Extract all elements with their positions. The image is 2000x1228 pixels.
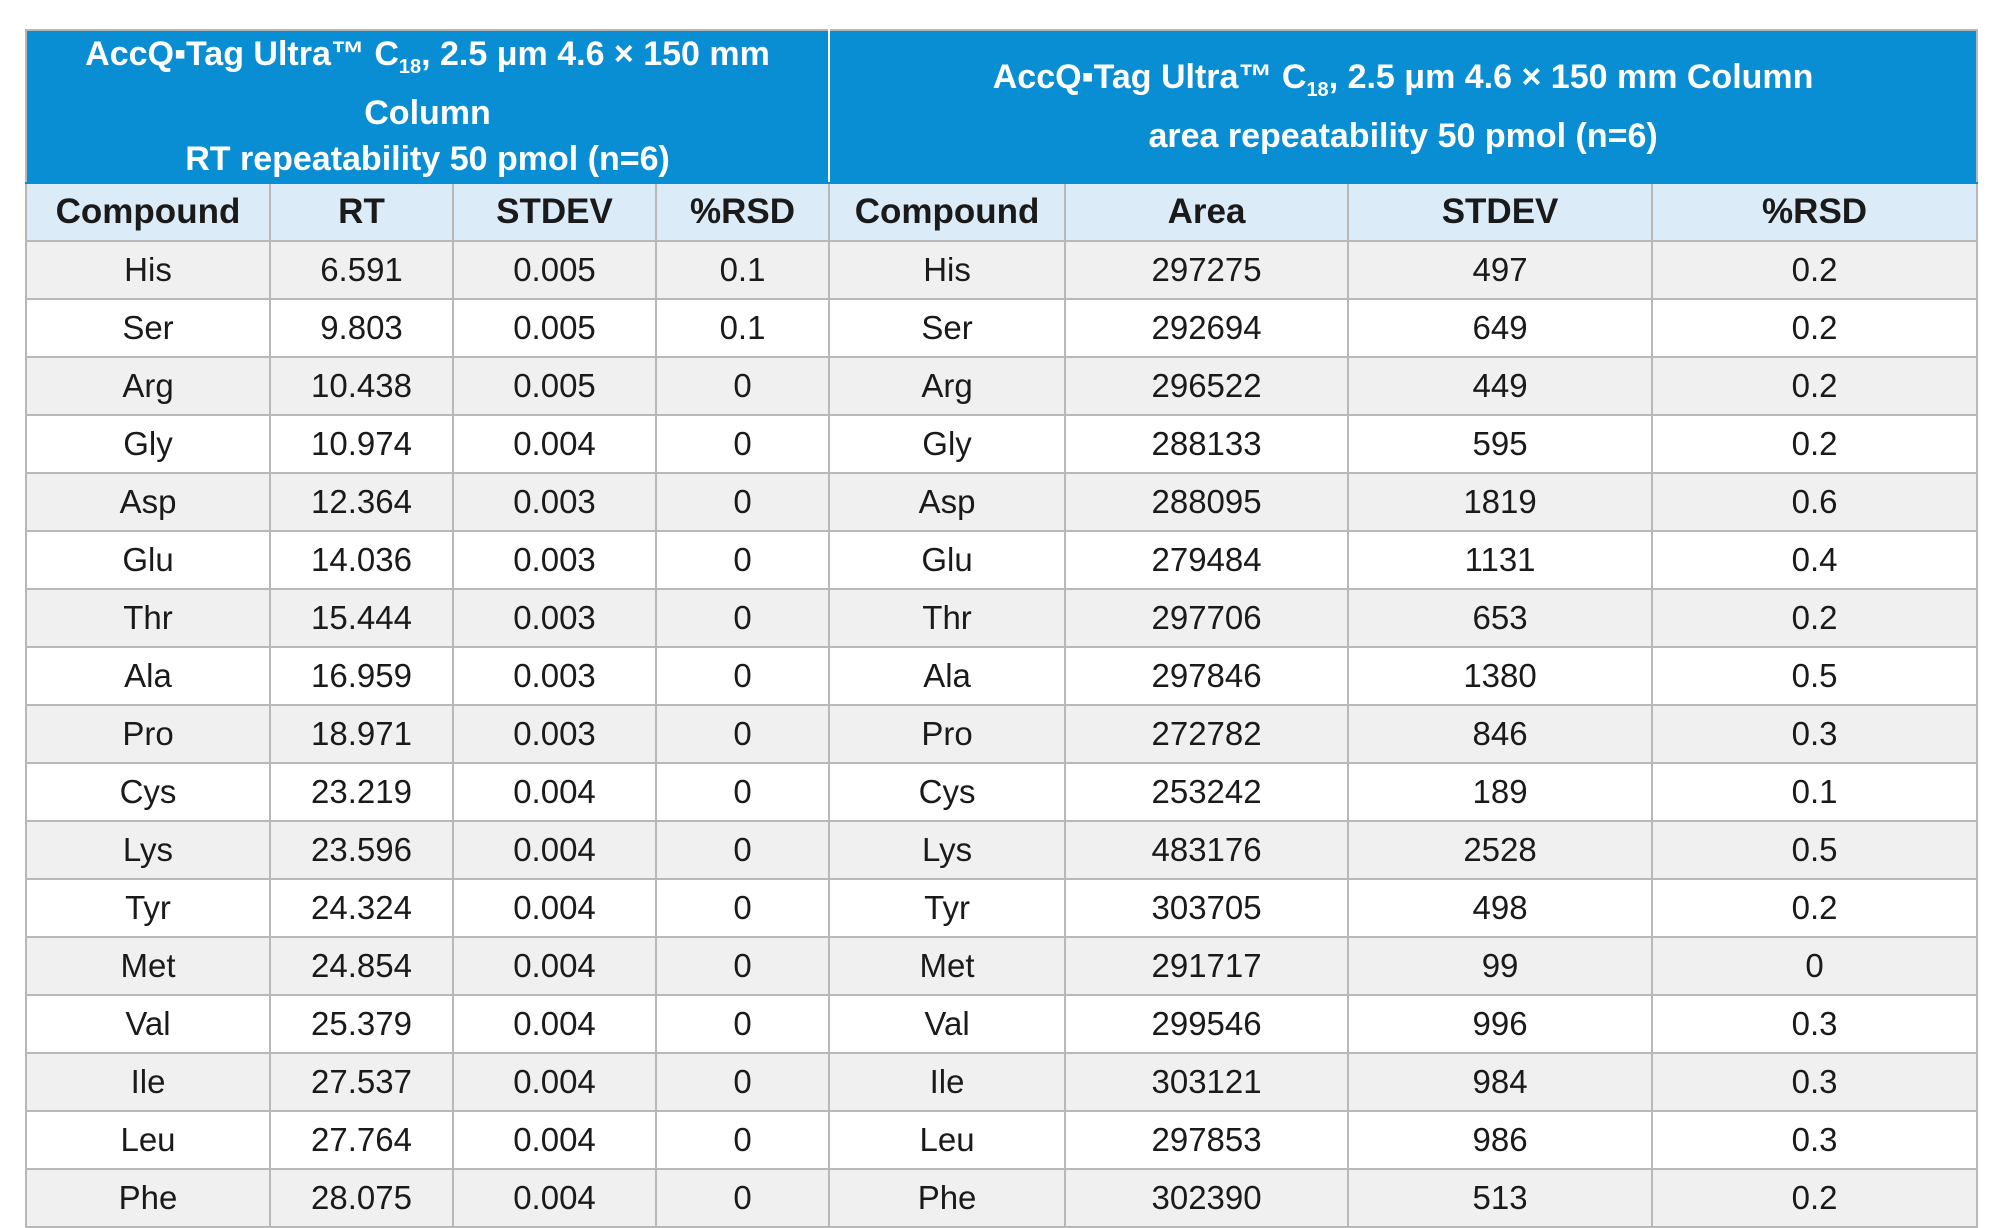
- col-header-rt-rsd: %RSD: [656, 183, 829, 241]
- cell-rt: 9.803: [270, 299, 453, 357]
- cell-area: 302390: [1065, 1169, 1348, 1227]
- cell-area-rsd: 0: [1652, 937, 1977, 995]
- cell-rt-rsd: 0: [656, 647, 829, 705]
- cell-rt-stdev: 0.004: [453, 415, 656, 473]
- cell-area-stdev: 189: [1348, 763, 1652, 821]
- table-row: [26, 937, 1977, 995]
- table-row: [26, 763, 1977, 821]
- cell-compound-2: Ala: [829, 647, 1065, 705]
- cell-rt-rsd: 0: [656, 821, 829, 879]
- cell-area: 297706: [1065, 589, 1348, 647]
- cell-area-stdev: 497: [1348, 241, 1652, 299]
- cell-compound: Ile: [26, 1053, 270, 1111]
- cell-area-rsd: 0.2: [1652, 357, 1977, 415]
- cell-area: 297275: [1065, 241, 1348, 299]
- cell-rt-stdev: 0.003: [453, 589, 656, 647]
- cell-rt-rsd: 0: [656, 1053, 829, 1111]
- table-row: [26, 415, 1977, 473]
- cell-rt-rsd: 0: [656, 1111, 829, 1169]
- col-header-area: Area: [1065, 183, 1348, 241]
- cell-compound-2: Met: [829, 937, 1065, 995]
- cell-area-rsd: 0.6: [1652, 473, 1977, 531]
- cell-area: 296522: [1065, 357, 1348, 415]
- cell-rt-stdev: 0.005: [453, 241, 656, 299]
- cell-area-stdev: 449: [1348, 357, 1652, 415]
- cell-rt: 23.596: [270, 821, 453, 879]
- col-header-rt-stdev: STDEV: [453, 183, 656, 241]
- cell-area-rsd: 0.2: [1652, 299, 1977, 357]
- cell-area: 299546: [1065, 995, 1348, 1053]
- cell-compound: Cys: [26, 763, 270, 821]
- cell-rt-stdev: 0.003: [453, 647, 656, 705]
- cell-area-rsd: 0.3: [1652, 995, 1977, 1053]
- cell-rt: 6.591: [270, 241, 453, 299]
- table-row: [26, 241, 1977, 299]
- cell-area-rsd: 0.2: [1652, 589, 1977, 647]
- cell-area-rsd: 0.2: [1652, 415, 1977, 473]
- cell-rt-rsd: 0: [656, 763, 829, 821]
- col-header-compound-2: Compound: [829, 183, 1065, 241]
- cell-area-rsd: 0.4: [1652, 531, 1977, 589]
- cell-compound: Leu: [26, 1111, 270, 1169]
- cell-rt: 24.324: [270, 879, 453, 937]
- cell-rt: 27.537: [270, 1053, 453, 1111]
- cell-area-stdev: 595: [1348, 415, 1652, 473]
- cell-area-stdev: 986: [1348, 1111, 1652, 1169]
- cell-area-stdev: 2528: [1348, 821, 1652, 879]
- cell-rt: 25.379: [270, 995, 453, 1053]
- cell-rt: 16.959: [270, 647, 453, 705]
- cell-rt-stdev: 0.004: [453, 1053, 656, 1111]
- cell-compound: Val: [26, 995, 270, 1053]
- cell-rt-rsd: 0.1: [656, 241, 829, 299]
- cell-rt-stdev: 0.004: [453, 821, 656, 879]
- cell-compound-2: Tyr: [829, 879, 1065, 937]
- cell-rt-stdev: 0.003: [453, 473, 656, 531]
- area-header-line2: area repeatability 50 pmol (n=6): [1148, 116, 1658, 155]
- cell-area: 292694: [1065, 299, 1348, 357]
- cell-area-stdev: 1380: [1348, 647, 1652, 705]
- cell-compound: Ser: [26, 299, 270, 357]
- cell-compound-2: Leu: [829, 1111, 1065, 1169]
- cell-rt-stdev: 0.005: [453, 299, 656, 357]
- cell-compound: Asp: [26, 473, 270, 531]
- cell-area-rsd: 0.2: [1652, 879, 1977, 937]
- cell-area-rsd: 0.2: [1652, 241, 1977, 299]
- cell-compound-2: Lys: [829, 821, 1065, 879]
- cell-area-stdev: 99: [1348, 937, 1652, 995]
- cell-area-rsd: 0.5: [1652, 821, 1977, 879]
- cell-compound: Met: [26, 937, 270, 995]
- table-row: [26, 1111, 1977, 1169]
- cell-area-stdev: 846: [1348, 705, 1652, 763]
- table-row: [26, 299, 1977, 357]
- cell-area: 272782: [1065, 705, 1348, 763]
- rt-header-line2: RT repeatability 50 pmol (n=6): [185, 139, 670, 178]
- cell-rt: 24.854: [270, 937, 453, 995]
- area-repeatability-header: [829, 30, 1977, 183]
- table-row: [26, 879, 1977, 937]
- cell-area-stdev: 498: [1348, 879, 1652, 937]
- cell-rt: 28.075: [270, 1169, 453, 1227]
- cell-rt: 12.364: [270, 473, 453, 531]
- cell-area: 483176: [1065, 821, 1348, 879]
- cell-compound-2: Ser: [829, 299, 1065, 357]
- cell-rt: 14.036: [270, 531, 453, 589]
- cell-area-stdev: 1819: [1348, 473, 1652, 531]
- cell-rt-rsd: 0: [656, 937, 829, 995]
- table-row: [26, 589, 1977, 647]
- cell-compound-2: Cys: [829, 763, 1065, 821]
- table-row: [26, 473, 1977, 531]
- cell-area-stdev: 1131: [1348, 531, 1652, 589]
- cell-compound-2: Asp: [829, 473, 1065, 531]
- cell-rt-stdev: 0.005: [453, 357, 656, 415]
- cell-compound: Thr: [26, 589, 270, 647]
- cell-rt-rsd: 0: [656, 1169, 829, 1227]
- repeatability-table: [25, 29, 1978, 1228]
- cell-compound: Phe: [26, 1169, 270, 1227]
- cell-area: 288095: [1065, 473, 1348, 531]
- cell-rt-rsd: 0: [656, 705, 829, 763]
- table-row: [26, 821, 1977, 879]
- cell-compound-2: Gly: [829, 415, 1065, 473]
- cell-compound: Arg: [26, 357, 270, 415]
- col-header-compound: Compound: [26, 183, 270, 241]
- cell-area: 297846: [1065, 647, 1348, 705]
- cell-rt-stdev: 0.003: [453, 531, 656, 589]
- cell-compound-2: Thr: [829, 589, 1065, 647]
- cell-rt-rsd: 0: [656, 589, 829, 647]
- cell-rt-stdev: 0.004: [453, 1169, 656, 1227]
- cell-compound-2: Phe: [829, 1169, 1065, 1227]
- column-header-row: [26, 183, 1977, 241]
- cell-area-stdev: 513: [1348, 1169, 1652, 1227]
- cell-rt-stdev: 0.004: [453, 1111, 656, 1169]
- cell-compound-2: His: [829, 241, 1065, 299]
- cell-rt-rsd: 0: [656, 879, 829, 937]
- table-row: [26, 705, 1977, 763]
- cell-rt-rsd: 0: [656, 531, 829, 589]
- cell-rt: 27.764: [270, 1111, 453, 1169]
- group-header-row: [26, 30, 1977, 183]
- cell-area-rsd: 0.2: [1652, 1169, 1977, 1227]
- cell-area: 291717: [1065, 937, 1348, 995]
- cell-compound-2: Pro: [829, 705, 1065, 763]
- cell-rt-stdev: 0.004: [453, 763, 656, 821]
- cell-compound-2: Val: [829, 995, 1065, 1053]
- cell-rt: 15.444: [270, 589, 453, 647]
- cell-rt-stdev: 0.004: [453, 995, 656, 1053]
- cell-rt-rsd: 0: [656, 357, 829, 415]
- cell-area-rsd: 0.3: [1652, 1053, 1977, 1111]
- cell-compound: Glu: [26, 531, 270, 589]
- table-row: [26, 531, 1977, 589]
- cell-area: 303705: [1065, 879, 1348, 937]
- cell-area-stdev: 653: [1348, 589, 1652, 647]
- cell-area-rsd: 0.5: [1652, 647, 1977, 705]
- rt-header-line1: AccQ▪Tag Ultra™ $C_{18}$, 2.5 μm 4.6 × 150 mm Column: [85, 35, 770, 132]
- cell-area: 303121: [1065, 1053, 1348, 1111]
- cell-compound-2: Arg: [829, 357, 1065, 415]
- cell-compound: Gly: [26, 415, 270, 473]
- cell-rt: 10.438: [270, 357, 453, 415]
- cell-area-rsd: 0.3: [1652, 1111, 1977, 1169]
- table-row: [26, 1053, 1977, 1111]
- cell-rt: 10.974: [270, 415, 453, 473]
- cell-rt-rsd: 0: [656, 415, 829, 473]
- cell-area: 297853: [1065, 1111, 1348, 1169]
- cell-rt-stdev: 0.004: [453, 879, 656, 937]
- cell-area-rsd: 0.1: [1652, 763, 1977, 821]
- cell-compound: Ala: [26, 647, 270, 705]
- table-body: [26, 241, 1977, 1227]
- col-header-area-stdev: STDEV: [1348, 183, 1652, 241]
- cell-rt: 23.219: [270, 763, 453, 821]
- cell-area: 288133: [1065, 415, 1348, 473]
- cell-compound: His: [26, 241, 270, 299]
- cell-rt-rsd: 0.1: [656, 299, 829, 357]
- cell-compound: Lys: [26, 821, 270, 879]
- cell-rt: 18.971: [270, 705, 453, 763]
- rt-repeatability-header: [26, 30, 829, 183]
- cell-compound-2: Ile: [829, 1053, 1065, 1111]
- cell-rt-stdev: 0.003: [453, 705, 656, 763]
- table-row: [26, 1169, 1977, 1227]
- area-header-line1: AccQ▪Tag Ultra™ $C_{18}$, 2.5 μm 4.6 × 150 mm Column: [992, 58, 1814, 101]
- cell-compound: Tyr: [26, 879, 270, 937]
- cell-area-rsd: 0.3: [1652, 705, 1977, 763]
- cell-rt-stdev: 0.004: [453, 937, 656, 995]
- cell-area: 253242: [1065, 763, 1348, 821]
- cell-area-stdev: 984: [1348, 1053, 1652, 1111]
- results-table-container: [25, 29, 1976, 1228]
- table-row: [26, 647, 1977, 705]
- cell-compound-2: Glu: [829, 531, 1065, 589]
- table-row: [26, 995, 1977, 1053]
- col-header-area-rsd: %RSD: [1652, 183, 1977, 241]
- table-row: [26, 357, 1977, 415]
- cell-rt-rsd: 0: [656, 473, 829, 531]
- col-header-rt: RT: [270, 183, 453, 241]
- cell-compound: Pro: [26, 705, 270, 763]
- cell-area: 279484: [1065, 531, 1348, 589]
- cell-rt-rsd: 0: [656, 995, 829, 1053]
- cell-area-stdev: 996: [1348, 995, 1652, 1053]
- cell-area-stdev: 649: [1348, 299, 1652, 357]
